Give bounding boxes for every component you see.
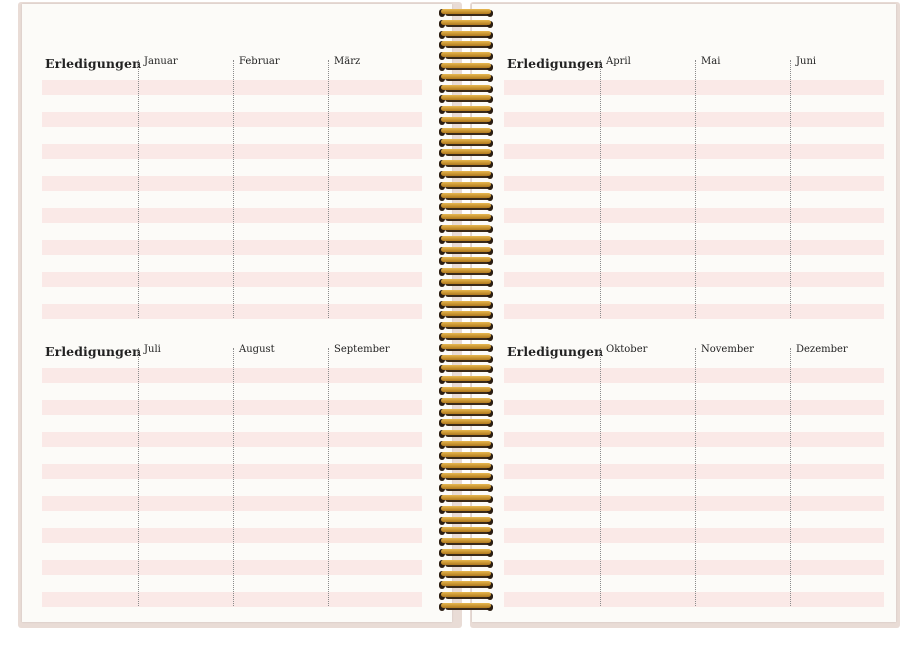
spiral-ring bbox=[437, 51, 495, 61]
column-divider bbox=[233, 348, 234, 606]
spiral-ring bbox=[437, 170, 495, 180]
task-column-header: Erledigungen bbox=[45, 344, 142, 359]
spiral-ring bbox=[437, 591, 495, 601]
spiral-ring bbox=[437, 451, 495, 461]
task-row-stripe bbox=[504, 272, 884, 287]
spiral-ring bbox=[437, 548, 495, 558]
task-row-stripe bbox=[504, 176, 884, 191]
spiral-ring bbox=[437, 505, 495, 515]
spiral-ring bbox=[437, 138, 495, 148]
task-row-stripe bbox=[42, 400, 422, 415]
spiral-ring bbox=[437, 127, 495, 137]
spiral-ring bbox=[437, 375, 495, 385]
month-header-october: Oktober bbox=[606, 344, 648, 355]
task-row-stripe bbox=[42, 304, 422, 319]
spiral-ring bbox=[437, 429, 495, 439]
spiral-ring bbox=[437, 343, 495, 353]
task-row-stripe bbox=[42, 208, 422, 223]
task-row-stripe bbox=[504, 432, 884, 447]
spiral-ring bbox=[437, 116, 495, 126]
task-row-stripe bbox=[504, 464, 884, 479]
right-page bbox=[472, 4, 896, 622]
spiral-ring bbox=[437, 105, 495, 115]
task-row-stripe bbox=[42, 464, 422, 479]
column-divider bbox=[790, 348, 791, 606]
spiral-ring bbox=[437, 289, 495, 299]
task-row-stripe bbox=[504, 560, 884, 575]
task-row-stripe bbox=[504, 240, 884, 255]
month-header-november: November bbox=[701, 344, 754, 355]
quarter-section-q2 bbox=[504, 56, 884, 316]
month-header-december: Dezember bbox=[796, 344, 848, 355]
task-row-stripe bbox=[42, 176, 422, 191]
spiral-ring bbox=[437, 73, 495, 83]
month-header-august: August bbox=[239, 344, 275, 355]
spiral-ring bbox=[437, 472, 495, 482]
month-header-april: April bbox=[606, 56, 631, 67]
column-divider bbox=[328, 60, 329, 318]
spiral-ring bbox=[437, 386, 495, 396]
spiral-ring bbox=[437, 84, 495, 94]
spiral-ring bbox=[437, 580, 495, 590]
task-row-stripe bbox=[42, 240, 422, 255]
month-header-june: Juni bbox=[796, 56, 817, 67]
month-header-july: Juli bbox=[144, 344, 161, 355]
task-row-stripe bbox=[42, 528, 422, 543]
spiral-ring bbox=[437, 181, 495, 191]
spiral-ring bbox=[437, 354, 495, 364]
spiral-ring bbox=[437, 537, 495, 547]
spiral-ring bbox=[437, 364, 495, 374]
task-column-header: Erledigungen bbox=[45, 56, 142, 71]
month-header-september: September bbox=[334, 344, 390, 355]
spiral-ring bbox=[437, 30, 495, 40]
spiral-ring bbox=[437, 192, 495, 202]
spiral-ring bbox=[437, 256, 495, 266]
spiral-ring bbox=[437, 148, 495, 158]
column-divider bbox=[790, 60, 791, 318]
task-row-stripe bbox=[42, 368, 422, 383]
task-row-stripe bbox=[42, 592, 422, 607]
spiral-ring bbox=[437, 300, 495, 310]
spiral-ring bbox=[437, 526, 495, 536]
task-row-stripe bbox=[504, 368, 884, 383]
task-row-stripe bbox=[504, 496, 884, 511]
task-row-stripe bbox=[504, 144, 884, 159]
spiral-ring bbox=[437, 159, 495, 169]
column-divider bbox=[233, 60, 234, 318]
spiral-ring bbox=[437, 94, 495, 104]
spiral-ring bbox=[437, 8, 495, 18]
left-page bbox=[22, 4, 452, 622]
task-column-header: Erledigungen bbox=[507, 344, 604, 359]
task-row-stripe bbox=[42, 496, 422, 511]
month-header-january: Januar bbox=[144, 56, 178, 67]
quarter-section-q3 bbox=[42, 344, 422, 604]
spiral-ring bbox=[437, 62, 495, 72]
spiral-ring bbox=[437, 321, 495, 331]
column-divider bbox=[138, 60, 139, 318]
spiral-ring bbox=[437, 418, 495, 428]
spiral-ring bbox=[437, 246, 495, 256]
spiral-ring bbox=[437, 310, 495, 320]
spiral-ring bbox=[437, 213, 495, 223]
spiral-ring bbox=[437, 483, 495, 493]
month-header-february: Februar bbox=[239, 56, 280, 67]
spiral-ring bbox=[437, 224, 495, 234]
spiral-ring bbox=[437, 408, 495, 418]
spiral-ring bbox=[437, 202, 495, 212]
spiral-ring bbox=[437, 516, 495, 526]
spiral-ring bbox=[437, 440, 495, 450]
task-row-stripe bbox=[42, 272, 422, 287]
column-divider bbox=[138, 348, 139, 606]
spiral-ring bbox=[437, 559, 495, 569]
spiral-ring bbox=[437, 494, 495, 504]
spiral-ring bbox=[437, 235, 495, 245]
quarter-section-q1 bbox=[42, 56, 422, 316]
task-row-stripe bbox=[504, 112, 884, 127]
quarter-section-q4 bbox=[504, 344, 884, 604]
column-divider bbox=[695, 348, 696, 606]
task-row-stripe bbox=[504, 528, 884, 543]
task-row-stripe bbox=[504, 400, 884, 415]
task-column-header: Erledigungen bbox=[507, 56, 604, 71]
spiral-ring bbox=[437, 397, 495, 407]
spiral-ring bbox=[437, 570, 495, 580]
spiral-binding bbox=[437, 8, 495, 618]
spiral-ring bbox=[437, 40, 495, 50]
spiral-ring bbox=[437, 19, 495, 29]
task-row-stripe bbox=[504, 80, 884, 95]
column-divider bbox=[600, 60, 601, 318]
spiral-ring bbox=[437, 278, 495, 288]
column-divider bbox=[695, 60, 696, 318]
spiral-ring bbox=[437, 267, 495, 277]
month-header-march: März bbox=[334, 56, 361, 67]
spiral-ring bbox=[437, 332, 495, 342]
task-row-stripe bbox=[42, 112, 422, 127]
task-row-stripe bbox=[42, 80, 422, 95]
task-row-stripe bbox=[42, 432, 422, 447]
task-row-stripe bbox=[504, 304, 884, 319]
month-header-may: Mai bbox=[701, 56, 721, 67]
spiral-ring bbox=[437, 602, 495, 612]
task-row-stripe bbox=[42, 560, 422, 575]
column-divider bbox=[600, 348, 601, 606]
task-row-stripe bbox=[504, 592, 884, 607]
task-row-stripe bbox=[504, 208, 884, 223]
spiral-ring bbox=[437, 462, 495, 472]
column-divider bbox=[328, 348, 329, 606]
task-row-stripe bbox=[42, 144, 422, 159]
